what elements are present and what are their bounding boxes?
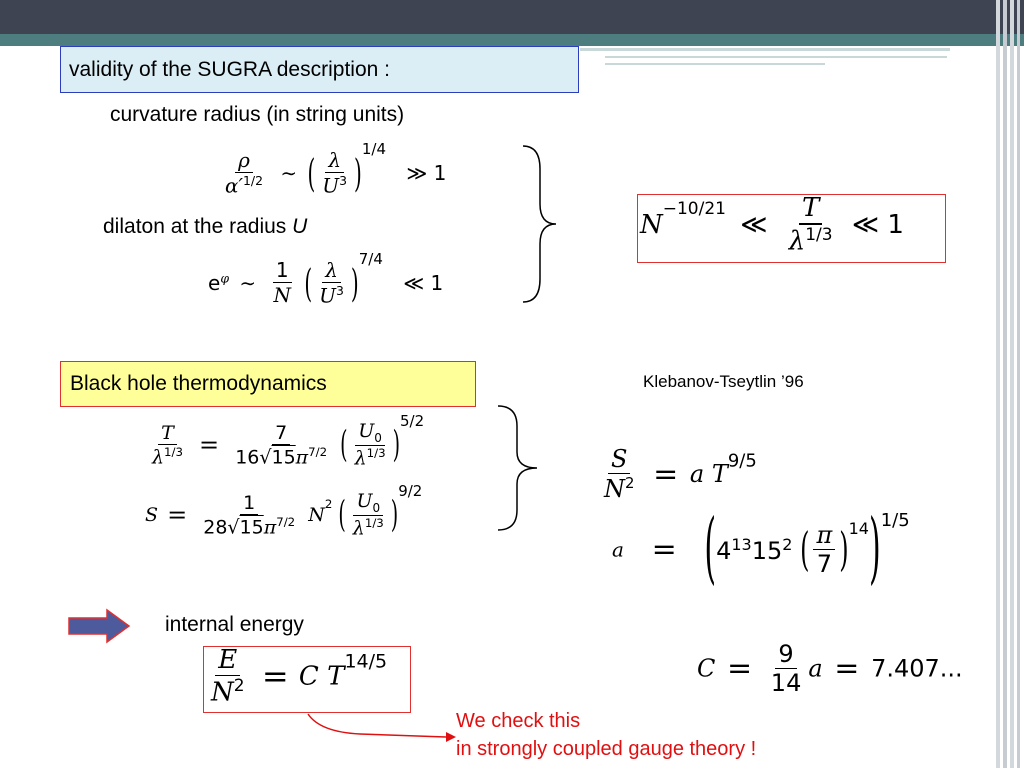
energy-box: [203, 646, 411, 713]
header-accent-bar: [0, 34, 1024, 46]
header-stripe: [605, 63, 825, 65]
dilaton-variable: U: [292, 215, 308, 238]
note-line-2: in strongly coupled gauge theory !: [456, 738, 757, 760]
right-edge-bar: [1010, 0, 1014, 768]
red-connector-arrow-icon: [300, 710, 460, 746]
dilaton-label-text: dilaton at the radius: [103, 215, 287, 238]
header-stripe: [605, 56, 947, 58]
validity-title: validity of the SUGRA description :: [69, 58, 390, 81]
note-line-1: We check this: [456, 710, 581, 732]
dilaton-equation: $e^\varphi$ ∼ $\frac{1}{N}$ ( $\frac{\lambda}{U^3}$ )$^{7/4}$ ≪ 1: [208, 250, 444, 308]
condition-box: [637, 194, 946, 263]
citation: Klebanov-Tseytlin ’96: [643, 372, 804, 391]
right-brace-icon: [495, 404, 540, 532]
temperature-equation: $\frac{T}{\lambda^{1/3}}$ = $\frac{7}{16√15\pi^{7/2}}$ ( $\frac{U_0}{\lambda^{1/3}}$ )$^{5/2}$: [152, 412, 425, 470]
entropy-density-equation: $\frac{S}{N^2}$ = a $T^{9/5}$: [604, 445, 757, 503]
right-brace-icon: [518, 144, 558, 304]
validity-box: [60, 46, 579, 93]
c-value: 7.407...: [871, 654, 963, 683]
entropy-equation: S = $\frac{1}{28√15\pi^{7/2}}$ $N^2$ ( $\frac{U_0}{\lambda^{1/3}}$ )$^{9/2}$: [145, 482, 423, 540]
header-bar: [0, 0, 1024, 34]
condition-equation: $N^{-10/21}$ ≪ $\frac{T}{\lambda^{1/3}}$ ≪ 1: [640, 193, 904, 257]
energy-equation: $\frac{E}{N^2}$ = C $T^{14/5}$: [211, 645, 388, 708]
header-stripe: [580, 48, 950, 51]
dilaton-label: [103, 216, 307, 237]
right-edge-bar: [1017, 0, 1020, 768]
right-edge-bar: [996, 0, 1000, 768]
coefficient-equation: $a = (4^{13}15^2$ ( $\frac{\pi}{7}$ )$^{14}$)$^{1/5}$: [612, 504, 910, 595]
internal-energy-label: internal energy: [165, 613, 304, 636]
curvature-label: curvature radius (in string units): [110, 103, 405, 126]
curvature-equation: $\frac{\rho}{\alpha'^{1/2}}$ ∼ ( $\frac{\lambda}{U^3}$ )$^{1/4}$ ≫ 1: [225, 140, 447, 198]
right-edge-bar: [1003, 0, 1007, 768]
black-hole-title: Black hole thermodynamics: [70, 372, 327, 395]
black-hole-box: [60, 361, 476, 407]
right-arrow-icon: [67, 608, 131, 644]
note: [456, 707, 756, 763]
c-value-equation: C = $\frac{9}{14}$ a = 7.407...: [697, 640, 963, 697]
